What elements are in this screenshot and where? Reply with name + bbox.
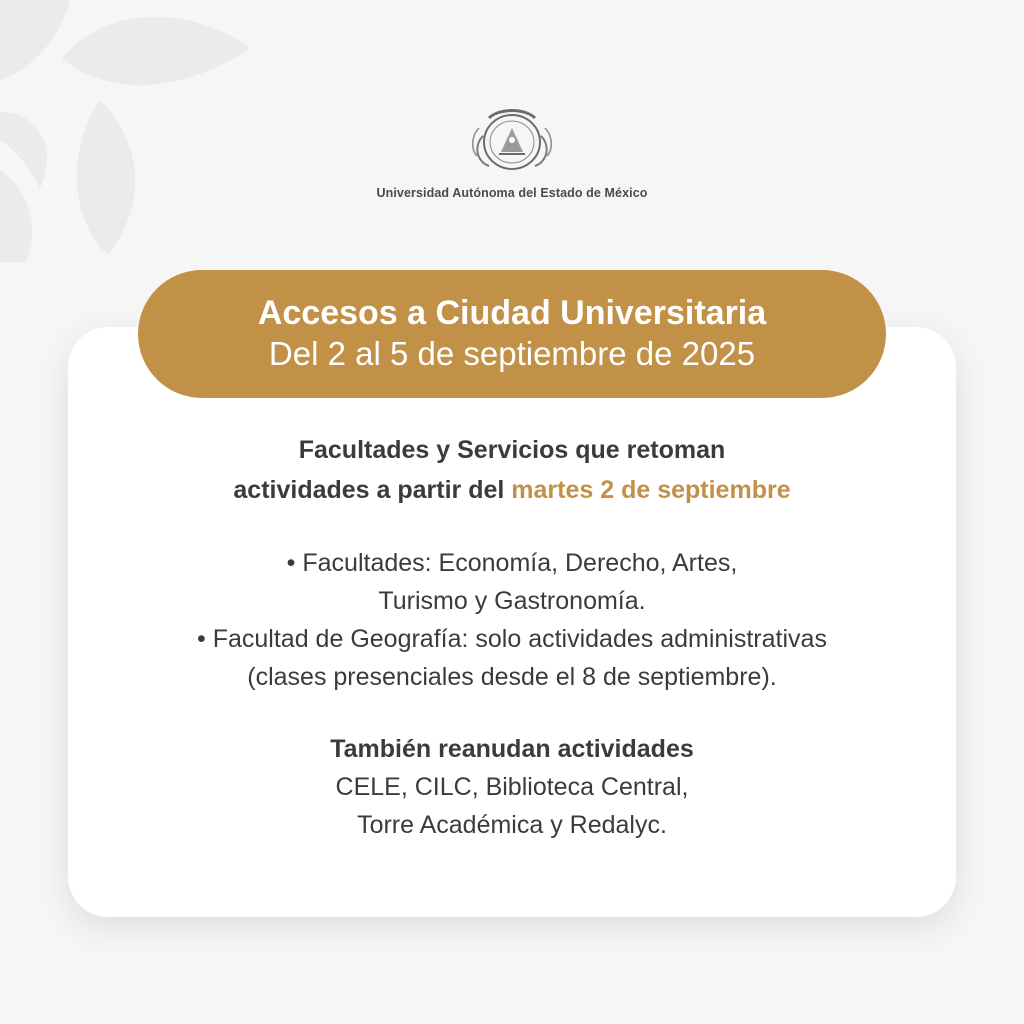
list-item: CELE, CILC, Biblioteca Central, <box>335 773 689 801</box>
list-item: Turismo y Gastronomía. <box>378 587 646 615</box>
also-resume-title: También reanudan actividades <box>330 735 694 763</box>
announcement-content <box>68 430 956 844</box>
institution-header <box>0 106 1024 200</box>
also-resume-section <box>68 730 956 844</box>
lead-text <box>68 430 956 510</box>
banner-subtitle: Del 2 al 5 de septiembre de 2025 <box>268 335 756 372</box>
list-item: • Facultad de Geografía: solo actividades administrativas <box>197 625 827 653</box>
faculties-list <box>68 544 956 696</box>
list-item: • Facultades: Economía, Derecho, Artes, <box>286 549 738 577</box>
lead-line-2 <box>68 470 956 510</box>
lead-date-highlight: martes 2 de septiembre <box>511 476 791 504</box>
lead-line-1: Facultades y Servicios que retoman <box>298 436 726 464</box>
list-item: (clases presenciales desde el 8 de septiembre). <box>247 663 777 691</box>
list-item: Torre Académica y Redalyc. <box>357 811 667 839</box>
title-banner <box>138 270 886 398</box>
lead-line-2-prefix: actividades a partir del <box>233 476 512 504</box>
banner-title: Accesos a Ciudad Universitaria <box>257 294 767 332</box>
institution-name: Universidad Autónoma del Estado de México <box>376 186 648 200</box>
uaemex-seal-icon <box>469 106 555 172</box>
